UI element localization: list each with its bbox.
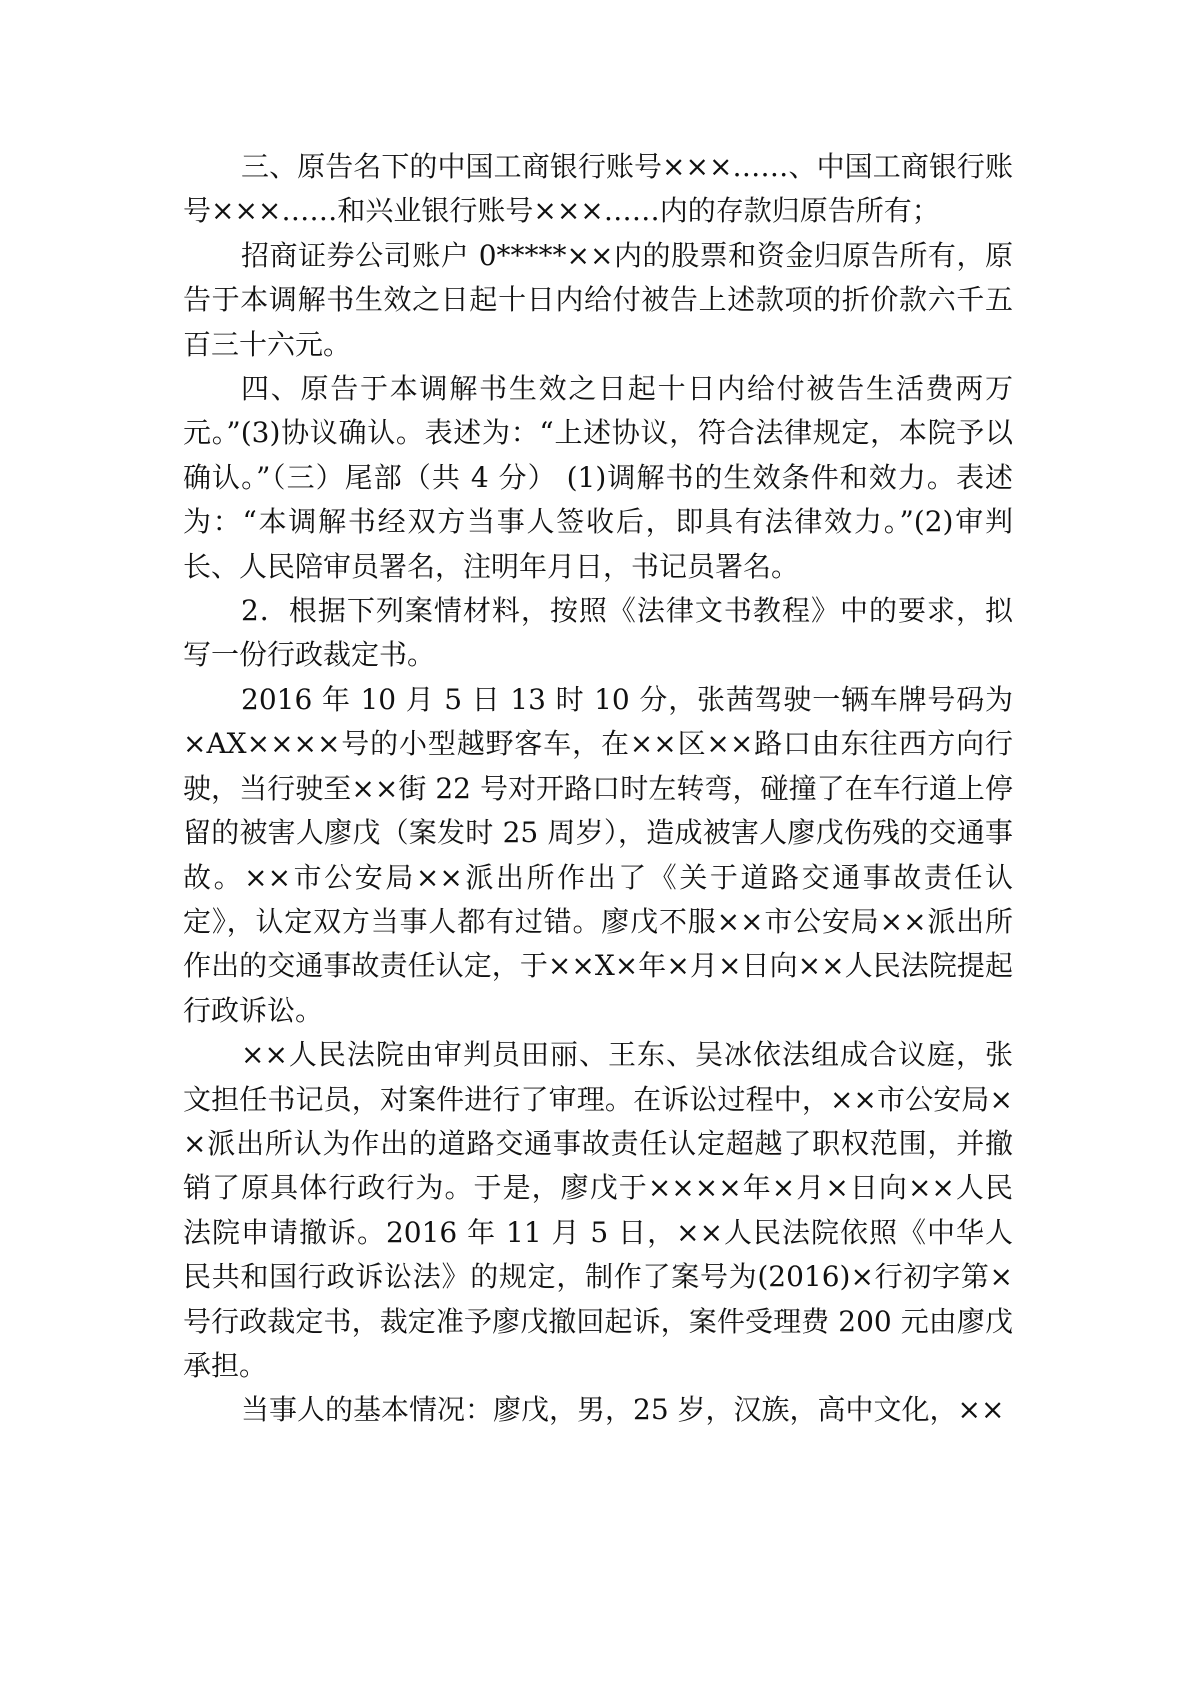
paragraph-case-facts: 2016 年 10 月 5 日 13 时 10 分，张茜驾驶一辆车牌号码为×AX××××号的小型越野客车，在××区××路口由东往西方向行驶，当行驶至××街 22 号对开路口时左转弯，碰撞了在车行道上停留的被害人廖戊（案发时 25 周岁），造成被害人廖戊伤残的交通事故。××市公安局××派出所作出了《关于道路交通事故责任认定》，认定双方当事人都有过错。廖戊不服××市公安局××派出所作出的交通事故责任认定，于××X×年×月×日向××人民法院提起行政诉讼。 [183, 682, 1013, 1027]
paragraph-task-2: 2．根据下列案情材料，按照《法律文书教程》中的要求，拟写一份行政裁定书。 [183, 594, 1013, 672]
paragraph-court-proceedings: ××人民法院由审判员田丽、王东、吴冰依法组成合议庭，张文担任书记员，对案件进行了审理。在诉讼过程中，××市公安局××派出所认为作出的道路交通事故责任认定超越了职权范围，并撤销了原具体行政行为。于是，廖戊于××××年×月×日向××人民法院申请撤诉。2016 年 11 月 5 日，××人民法院依照《中华人民共和国行政诉讼法》的规定，制作了案号为(2016)×行初字第×号行政裁定书，裁定准予廖戊撤回起诉，案件受理费 200 元由廖戊承担。 [183, 1038, 1013, 1382]
paragraph-living-expenses: 四、原告于本调解书生效之日起十日内给付被告生活费两万元。”(3)协议确认。表述为：“上述协议，符合法律规定，本院予以确认。”（三）尾部（共 4 分） (1)调解书的生效条件和效力。表述为：“本调解书经双方当事人签收后，即具有法律效力。”(2)审判长、人民陪审员署名，注明年月日，书记员署名。 [183, 372, 1013, 583]
paragraph-securities: 招商证券公司账户 0*****××内的股票和资金归原告所有，原告于本调解书生效之日起十日内给付被告上述款项的折价款六千五百三十六元。 [183, 238, 1013, 361]
paragraph-party-info: 当事人的基本情况：廖戊，男，25 岁，汉族，高中文化，×× [241, 1393, 1005, 1427]
paragraph-deposits: 三、原告名下的中国工商银行账号×××……、中国工商银行账号×××……和兴业银行账号×××……内的存款归原告所有； [183, 150, 1013, 228]
document-body [183, 145, 1013, 1433]
